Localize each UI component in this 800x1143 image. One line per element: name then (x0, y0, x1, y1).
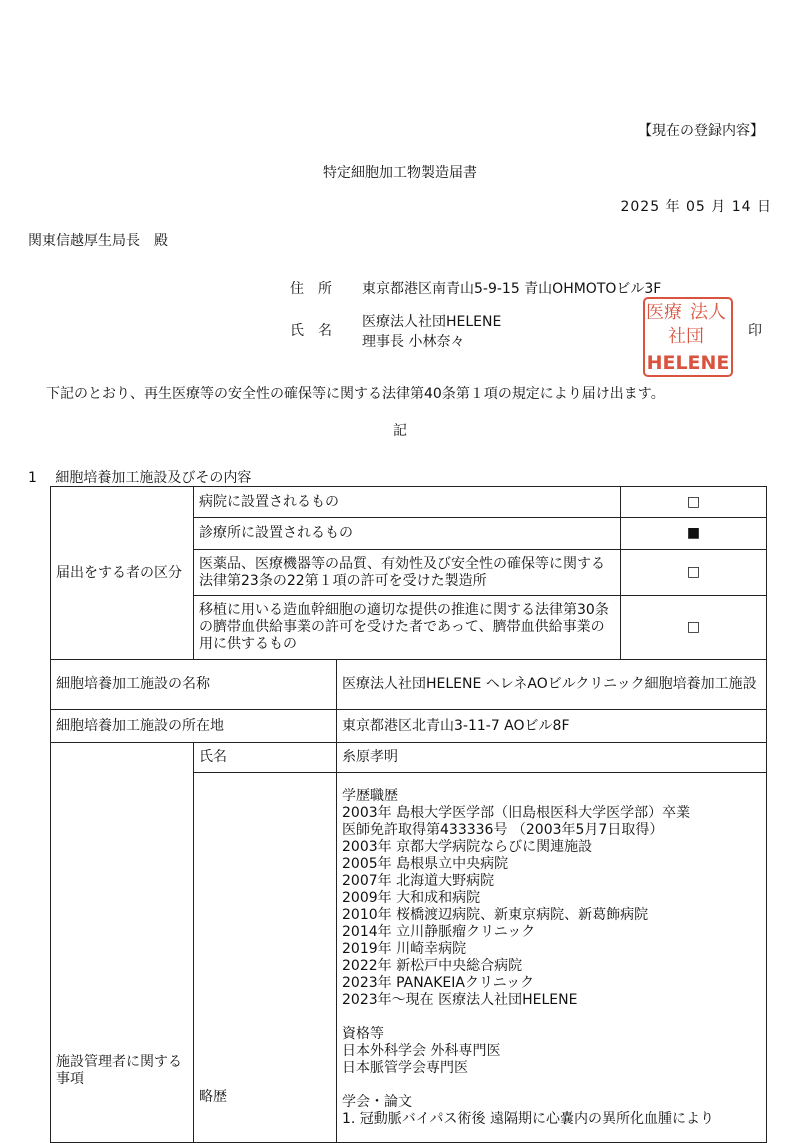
address-value: 東京都港区南青山5-9-15 青山OHMOTOビル3F (362, 281, 662, 297)
facility-location-value: 東京都港区北青山3-11-7 AOビル8F (337, 710, 767, 743)
papers-title: 学会・論文 (342, 1093, 412, 1110)
table-row (51, 487, 767, 518)
table-row (51, 660, 767, 710)
manager-name-value: 糸原孝明 (337, 743, 767, 773)
corporation-name: 医療法人社団HELENE (362, 314, 502, 330)
option-text: 移植に用いる造血幹細胞の適切な提供の推進に関する法律第30条の臍帯血供給事業の許可を受けた者であって、臍帯血供給事業の用に供するもの (194, 596, 621, 660)
option-text: 医薬品、医療機器等の品質、有効性及び安全性の確保等に関する法律第23条の22第１項の許可を受けた製造所 (194, 550, 621, 596)
qualification-line: 日本脈管学会専門医 (342, 1059, 468, 1076)
document-date: 2025 年 05 月 14 日 (620, 199, 772, 215)
paper-line: 1. 冠動脈バイパス術後 遠隔期に心嚢内の異所化血腫により (342, 1110, 714, 1127)
history-line: 2014年 立川静脈瘤クリニック (342, 923, 536, 940)
facility-name-label: 細胞培養加工施設の名称 (51, 660, 337, 710)
history-line: 2003年 島根大学医学部（旧島根医科大学医学部）卒業 (342, 804, 691, 821)
history-line: 2003年 京都大学病院ならびに関連施設 (342, 838, 593, 855)
seal-mark: 印 (748, 323, 762, 339)
table-row (51, 743, 767, 773)
option-checkbox-cord-blood[interactable]: □ (621, 596, 767, 660)
category-label: 届出をする者の区分 (51, 487, 194, 660)
facility-table (50, 486, 767, 1143)
manager-label: 施設管理者に関する事項 (51, 743, 194, 1143)
table-row (51, 710, 767, 743)
representative-name: 理事長 小林奈々 (362, 334, 465, 350)
corporate-seal (642, 296, 734, 378)
history-line: 2022年 新松戸中央総合病院 (342, 957, 523, 974)
qualifications-title: 資格等 (342, 1025, 384, 1042)
seal-text-3: 社団 (668, 326, 704, 347)
option-text: 病院に設置されるもの (194, 487, 621, 518)
seal-text-4: HELENE (646, 352, 730, 374)
seal-text-1: 医療 (646, 302, 682, 323)
name-label: 氏 名 (290, 323, 332, 339)
address-label: 住 所 (290, 281, 332, 297)
addressee: 関東信越厚生局長 殿 (28, 233, 168, 249)
option-checkbox-clinic[interactable]: ■ (621, 518, 767, 550)
history-line: 2010年 桜橋渡辺病院、新東京病院、新葛飾病院 (342, 906, 649, 923)
registration-status: 【現在の登録内容】 (638, 123, 764, 139)
history-line: 2023年 PANAKEIAクリニック (342, 974, 535, 991)
history-content (337, 773, 767, 1143)
document-title: 特定細胞加工物製造届書 (323, 165, 477, 181)
history-line: 2007年 北海道大野病院 (342, 872, 495, 889)
manager-name-label: 氏名 (194, 743, 337, 773)
qualification-line: 日本外科学会 外科専門医 (342, 1042, 501, 1059)
history-line: 2005年 島根県立中央病院 (342, 855, 509, 872)
history-line: 2023年～現在 医療法人社団HELENE (342, 991, 578, 1008)
facility-name-value: 医療法人社団HELENE ヘレネAOビルクリニック細胞培養加工施設 (337, 660, 767, 710)
option-checkbox-manufacturer[interactable]: □ (621, 550, 767, 596)
facility-location-label: 細胞培養加工施設の所在地 (51, 710, 337, 743)
ki-heading: 記 (393, 423, 407, 439)
seal-text-2: 法人 (690, 302, 726, 323)
section-title: 1 細胞培養加工施設及びその内容 (28, 470, 252, 486)
intro-statement: 下記のとおり、再生医療等の安全性の確保等に関する法律第40条第１項の規定により届け出ます。 (46, 386, 665, 402)
history-line: 学歴職歴 (342, 787, 398, 804)
history-line: 2009年 大和成和病院 (342, 889, 481, 906)
history-label: 略歴 (194, 773, 337, 1143)
option-text: 診療所に設置されるもの (194, 518, 621, 550)
history-line: 医師免許取得第433336号 （2003年5月7日取得） (342, 821, 664, 838)
history-line: 2019年 川崎幸病院 (342, 940, 467, 957)
option-checkbox-hospital[interactable]: □ (621, 487, 767, 518)
